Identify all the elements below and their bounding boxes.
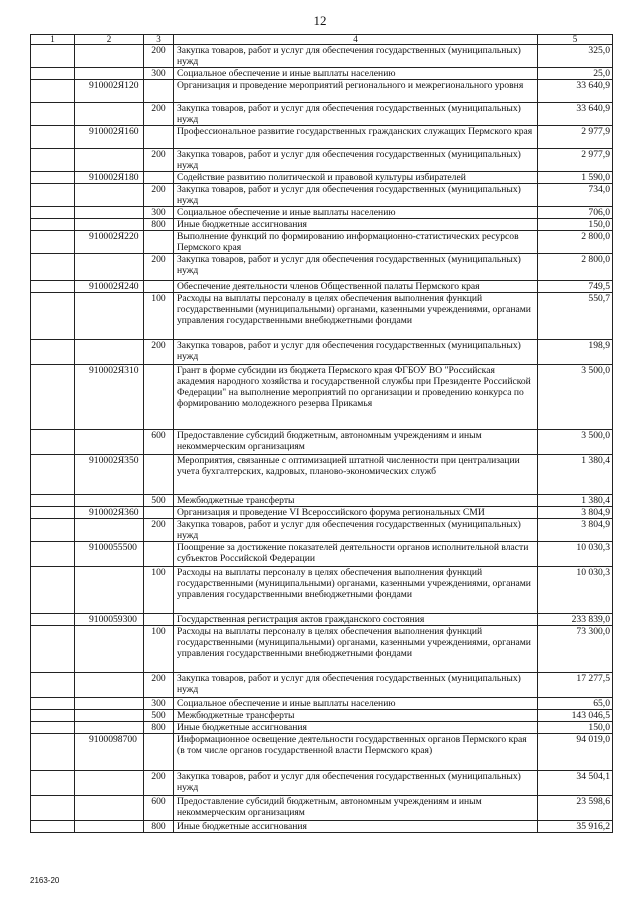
row-blank-cell: [31, 293, 75, 340]
item-name-cell: Мероприятия, связанные с оптимизацией штатной численности при централизации учета бухгалтерских, кадровых, планово-экономических служб: [174, 455, 538, 495]
amount-cell: 550,7: [538, 293, 613, 340]
amount-cell: 706,0: [538, 207, 613, 219]
item-name-cell: Расходы на выплаты персоналу в целях обеспечения выполнения функций государственными (муниципальными) органами, казенными учреждениями, органами управления государственными внебюджетными фондами: [174, 293, 538, 340]
row-blank-cell: [31, 281, 75, 293]
expense-type-cell: 100: [144, 293, 174, 340]
table-row: [31, 45, 613, 68]
target-code-cell: 9100059300: [75, 614, 144, 626]
expense-type-cell: 200: [144, 184, 174, 207]
table-row: [31, 126, 613, 149]
row-blank-cell: [31, 184, 75, 207]
row-blank-cell: [31, 172, 75, 184]
target-code-cell: 910002Я360: [75, 507, 144, 519]
item-name-cell: Обеспечение деятельности членов Общественной палаты Пермского края: [174, 281, 538, 293]
row-blank-cell: [31, 519, 75, 542]
item-name-cell: Государственная регистрация актов гражданского состояния: [174, 614, 538, 626]
expense-type-cell: [144, 80, 174, 103]
table-row: [31, 614, 613, 626]
target-code-cell: [75, 340, 144, 365]
budget-table: [30, 34, 613, 833]
amount-cell: 1 380,4: [538, 495, 613, 507]
column-number: 2: [75, 35, 144, 45]
row-blank-cell: [31, 771, 75, 796]
row-blank-cell: [31, 796, 75, 821]
table-row: [31, 80, 613, 103]
row-blank-cell: [31, 710, 75, 722]
expense-type-cell: 200: [144, 673, 174, 698]
amount-cell: 33 640,9: [538, 103, 613, 126]
item-name-cell: Закупка товаров, работ и услуг для обеспечения государственных (муниципальных) нужд: [174, 340, 538, 365]
row-blank-cell: [31, 45, 75, 68]
amount-cell: 10 030,3: [538, 567, 613, 614]
amount-cell: 143 046,5: [538, 710, 613, 722]
row-blank-cell: [31, 126, 75, 149]
column-number: 5: [538, 35, 613, 45]
item-name-cell: Расходы на выплаты персоналу в целях обеспечения выполнения функций государственными (муниципальными) органами, казенными учреждениями, органами управления государственными внебюджетными фондами: [174, 626, 538, 673]
amount-cell: 233 839,0: [538, 614, 613, 626]
expense-type-cell: 800: [144, 821, 174, 833]
amount-cell: 1 590,0: [538, 172, 613, 184]
item-name-cell: Закупка товаров, работ и услуг для обеспечения государственных (муниципальных) нужд: [174, 184, 538, 207]
amount-cell: 17 277,5: [538, 673, 613, 698]
target-code-cell: 910002Я350: [75, 455, 144, 495]
row-blank-cell: [31, 219, 75, 231]
row-blank-cell: [31, 542, 75, 567]
item-name-cell: Предоставление субсидий бюджетным, автономным учреждениям и иным некоммерческим организациям: [174, 430, 538, 455]
expense-type-cell: [144, 734, 174, 771]
target-code-cell: [75, 567, 144, 614]
item-name-cell: Поощрение за достижение показателей деятельности органов исполнительной власти субъектов Российской Федерации: [174, 542, 538, 567]
target-code-cell: [75, 698, 144, 710]
expense-type-cell: 300: [144, 698, 174, 710]
target-code-cell: [75, 103, 144, 126]
row-blank-cell: [31, 68, 75, 80]
amount-cell: 10 030,3: [538, 542, 613, 567]
row-blank-cell: [31, 254, 75, 281]
item-name-cell: Расходы на выплаты персоналу в целях обеспечения выполнения функций государственными (муниципальными) органами, казенными учреждениями, органами управления государственными внебюджетными фондами: [174, 567, 538, 614]
amount-cell: 198,9: [538, 340, 613, 365]
table-row: [31, 172, 613, 184]
target-code-cell: [75, 219, 144, 231]
expense-type-cell: 100: [144, 567, 174, 614]
target-code-cell: [75, 293, 144, 340]
row-blank-cell: [31, 495, 75, 507]
amount-cell: 325,0: [538, 45, 613, 68]
table-row: [31, 455, 613, 495]
row-blank-cell: [31, 149, 75, 172]
expense-type-cell: 100: [144, 626, 174, 673]
table-row: [31, 507, 613, 519]
table-row: [31, 430, 613, 455]
table-row: [31, 293, 613, 340]
amount-cell: 33 640,9: [538, 80, 613, 103]
amount-cell: 35 916,2: [538, 821, 613, 833]
column-number-row: [31, 35, 613, 45]
item-name-cell: Закупка товаров, работ и услуг для обеспечения государственных (муниципальных) нужд: [174, 45, 538, 68]
item-name-cell: Социальное обеспечение и иные выплаты населению: [174, 68, 538, 80]
item-name-cell: Закупка товаров, работ и услуг для обеспечения государственных (муниципальных) нужд: [174, 673, 538, 698]
row-blank-cell: [31, 80, 75, 103]
table-row: [31, 149, 613, 172]
target-code-cell: [75, 710, 144, 722]
item-name-cell: Межбюджетные трансферты: [174, 495, 538, 507]
target-code-cell: 910002Я310: [75, 365, 144, 430]
amount-cell: 3 804,9: [538, 519, 613, 542]
table-row: [31, 821, 613, 833]
item-name-cell: Закупка товаров, работ и услуг для обеспечения государственных (муниципальных) нужд: [174, 519, 538, 542]
column-number: 4: [174, 35, 538, 45]
expense-type-cell: [144, 172, 174, 184]
expense-type-cell: 200: [144, 771, 174, 796]
table-row: [31, 698, 613, 710]
target-code-cell: [75, 519, 144, 542]
table-row: [31, 771, 613, 796]
table-row: [31, 219, 613, 231]
amount-cell: 3 804,9: [538, 507, 613, 519]
item-name-cell: Закупка товаров, работ и услуг для обеспечения государственных (муниципальных) нужд: [174, 103, 538, 126]
amount-cell: 73 300,0: [538, 626, 613, 673]
table-row: [31, 365, 613, 430]
row-blank-cell: [31, 673, 75, 698]
expense-type-cell: 300: [144, 207, 174, 219]
target-code-cell: [75, 495, 144, 507]
row-blank-cell: [31, 698, 75, 710]
target-code-cell: [75, 430, 144, 455]
expense-type-cell: [144, 231, 174, 254]
item-name-cell: Информационное освещение деятельности государственных органов Пермского края (в том числе органов государственной власти Пермского края): [174, 734, 538, 771]
item-name-cell: Организация и проведение VI Всероссийского форума региональных СМИ: [174, 507, 538, 519]
target-code-cell: [75, 254, 144, 281]
amount-cell: 2 977,9: [538, 126, 613, 149]
expense-type-cell: 800: [144, 722, 174, 734]
table-row: [31, 207, 613, 219]
table-row: [31, 542, 613, 567]
target-code-cell: [75, 771, 144, 796]
expense-type-cell: 600: [144, 796, 174, 821]
expense-type-cell: 600: [144, 430, 174, 455]
target-code-cell: [75, 626, 144, 673]
expense-type-cell: 500: [144, 710, 174, 722]
target-code-cell: [75, 722, 144, 734]
table-row: [31, 184, 613, 207]
expense-type-cell: [144, 126, 174, 149]
table-row: [31, 231, 613, 254]
table-row: [31, 673, 613, 698]
amount-cell: 34 504,1: [538, 771, 613, 796]
expense-type-cell: 500: [144, 495, 174, 507]
item-name-cell: Межбюджетные трансферты: [174, 710, 538, 722]
item-name-cell: Содействие развитию политической и правовой культуры избирателей: [174, 172, 538, 184]
row-blank-cell: [31, 365, 75, 430]
target-code-cell: [75, 149, 144, 172]
expense-type-cell: [144, 542, 174, 567]
target-code-cell: 910002Я160: [75, 126, 144, 149]
target-code-cell: [75, 207, 144, 219]
row-blank-cell: [31, 821, 75, 833]
amount-cell: 2 800,0: [538, 254, 613, 281]
budget-table-body: [31, 35, 613, 833]
table-row: [31, 796, 613, 821]
row-blank-cell: [31, 614, 75, 626]
expense-type-cell: 200: [144, 340, 174, 365]
expense-type-cell: 300: [144, 68, 174, 80]
amount-cell: 749,5: [538, 281, 613, 293]
amount-cell: 2 977,9: [538, 149, 613, 172]
item-name-cell: Иные бюджетные ассигнования: [174, 219, 538, 231]
item-name-cell: Профессиональное развитие государственных гражданских служащих Пермского края: [174, 126, 538, 149]
amount-cell: 150,0: [538, 219, 613, 231]
item-name-cell: Иные бюджетные ассигнования: [174, 722, 538, 734]
table-row: [31, 626, 613, 673]
amount-cell: 3 500,0: [538, 365, 613, 430]
expense-type-cell: [144, 455, 174, 495]
table-row: [31, 734, 613, 771]
table-row: [31, 103, 613, 126]
item-name-cell: Закупка товаров, работ и услуг для обеспечения государственных (муниципальных) нужд: [174, 771, 538, 796]
page-number: 12: [313, 13, 327, 28]
expense-type-cell: [144, 281, 174, 293]
table-row: [31, 722, 613, 734]
table-row: [31, 340, 613, 365]
target-code-cell: 910002Я220: [75, 231, 144, 254]
target-code-cell: [75, 821, 144, 833]
document-code: 2163-20: [30, 876, 60, 885]
item-name-cell: Грант в форме субсидии из бюджета Пермского края ФГБОУ ВО "Российская академия народного хозяйства и государственной службы при Президенте Российской Федерации" на выполнение мероприятий по организации и проведению конкурса по формированию молодежного резерва Прикамья: [174, 365, 538, 430]
amount-cell: 150,0: [538, 722, 613, 734]
row-blank-cell: [31, 626, 75, 673]
item-name-cell: Предоставление субсидий бюджетным, автономным учреждениям и иным некоммерческим организациям: [174, 796, 538, 821]
table-row: [31, 281, 613, 293]
target-code-cell: 9100098700: [75, 734, 144, 771]
item-name-cell: Закупка товаров, работ и услуг для обеспечения государственных (муниципальных) нужд: [174, 149, 538, 172]
expense-type-cell: 200: [144, 103, 174, 126]
expense-type-cell: 800: [144, 219, 174, 231]
amount-cell: 1 380,4: [538, 455, 613, 495]
row-blank-cell: [31, 722, 75, 734]
target-code-cell: [75, 184, 144, 207]
target-code-cell: [75, 45, 144, 68]
row-blank-cell: [31, 567, 75, 614]
row-blank-cell: [31, 430, 75, 455]
target-code-cell: 9100055500: [75, 542, 144, 567]
table-row: [31, 495, 613, 507]
column-number: 3: [144, 35, 174, 45]
expense-type-cell: 200: [144, 149, 174, 172]
expense-type-cell: [144, 507, 174, 519]
amount-cell: 25,0: [538, 68, 613, 80]
target-code-cell: 910002Я120: [75, 80, 144, 103]
target-code-cell: 910002Я180: [75, 172, 144, 184]
item-name-cell: Социальное обеспечение и иные выплаты населению: [174, 207, 538, 219]
item-name-cell: Организация и проведение мероприятий регионального и межрегионального уровня: [174, 80, 538, 103]
target-code-cell: [75, 796, 144, 821]
table-row: [31, 68, 613, 80]
target-code-cell: [75, 68, 144, 80]
target-code-cell: 910002Я240: [75, 281, 144, 293]
target-code-cell: [75, 673, 144, 698]
amount-cell: 3 500,0: [538, 430, 613, 455]
expense-type-cell: 200: [144, 254, 174, 281]
row-blank-cell: [31, 340, 75, 365]
table-row: [31, 254, 613, 281]
table-row: [31, 710, 613, 722]
expense-type-cell: [144, 614, 174, 626]
row-blank-cell: [31, 207, 75, 219]
amount-cell: 734,0: [538, 184, 613, 207]
amount-cell: 23 598,6: [538, 796, 613, 821]
column-number: 1: [31, 35, 75, 45]
expense-type-cell: [144, 365, 174, 430]
amount-cell: 65,0: [538, 698, 613, 710]
row-blank-cell: [31, 455, 75, 495]
item-name-cell: Закупка товаров, работ и услуг для обеспечения государственных (муниципальных) нужд: [174, 254, 538, 281]
expense-type-cell: 200: [144, 45, 174, 68]
row-blank-cell: [31, 103, 75, 126]
item-name-cell: Иные бюджетные ассигнования: [174, 821, 538, 833]
item-name-cell: Социальное обеспечение и иные выплаты населению: [174, 698, 538, 710]
expense-type-cell: 200: [144, 519, 174, 542]
amount-cell: 2 800,0: [538, 231, 613, 254]
row-blank-cell: [31, 734, 75, 771]
row-blank-cell: [31, 231, 75, 254]
amount-cell: 94 019,0: [538, 734, 613, 771]
table-row: [31, 567, 613, 614]
row-blank-cell: [31, 507, 75, 519]
table-row: [31, 519, 613, 542]
item-name-cell: Выполнение функций по формированию информационно-статистических ресурсов Пермского края: [174, 231, 538, 254]
